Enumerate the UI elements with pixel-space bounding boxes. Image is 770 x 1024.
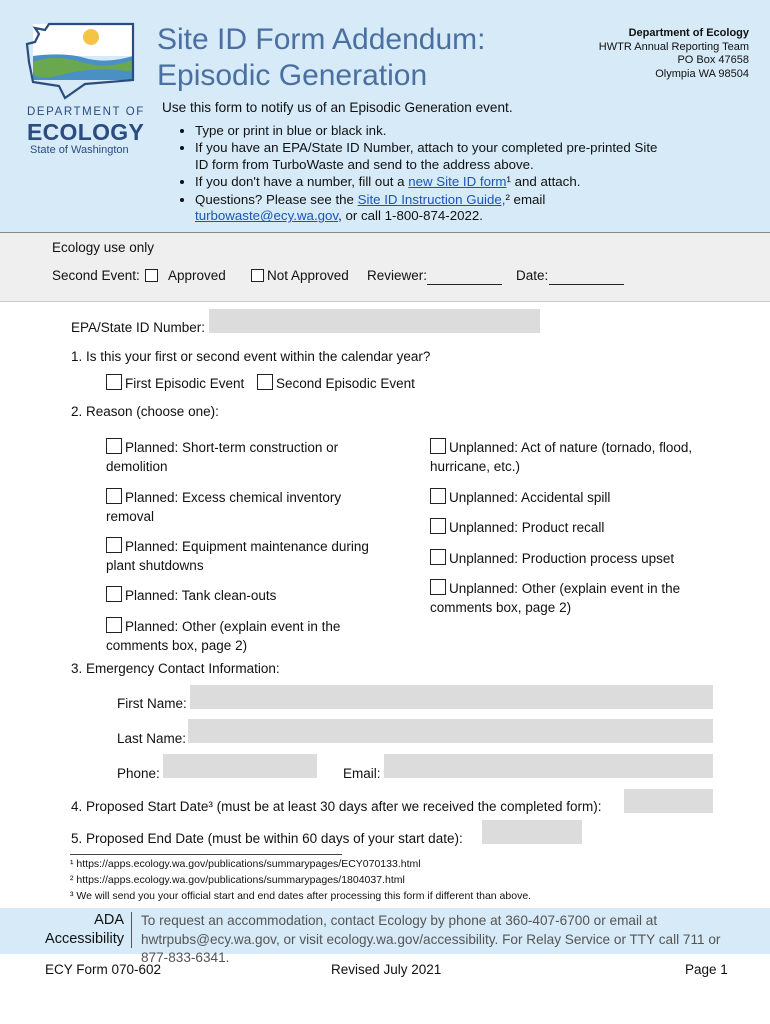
approved-label: Approved [168,268,226,283]
footnote-3: ³ We will send you your official start and end dates after processing this form if different than above. [70,890,532,902]
footnote-2: ² https://apps.ecology.wa.gov/publications/summarypages/1804037.html [70,874,405,886]
instruction-item: • If you have an EPA/State ID Number, attach to your completed pre-printed Site ID form from TurboWaste and send to the address above. [195,140,665,174]
title-line-2: Episodic Generation [157,59,428,92]
date-label: Date: [516,268,549,283]
reason-option: Planned: Equipment maintenance during plant shutdowns [106,539,369,573]
reason-checkbox[interactable] [430,438,446,454]
reason-option: Planned: Short-term construction or demolition [106,440,339,474]
reason-option: Unplanned: Act of nature (tornado, flood, hurricane, etc.) [430,440,693,474]
reason-checkbox[interactable] [106,537,122,553]
ecology-logo-icon [25,22,137,100]
footnote-divider [70,854,342,855]
reason-option: Planned: Other (explain event in the comments box, page 2) [106,619,341,653]
email-label: Email: [343,766,381,781]
intro-text: Use this form to notify us of an Episodic Generation event. [162,100,513,115]
new-site-id-form-link[interactable]: new Site ID form [408,174,507,190]
epa-id-label: EPA/State ID Number: [71,320,206,335]
first-event-checkbox[interactable] [106,374,122,390]
reason-checkbox[interactable] [106,586,122,602]
reason-checkbox[interactable] [430,579,446,595]
logo-state-text: State of Washington [30,144,129,156]
question-3: 3. Emergency Contact Information: [71,661,280,676]
first-name-input[interactable] [190,685,713,709]
footnote-1: ¹ https://apps.ecology.wa.gov/publications/summarypages/ECY070133.html [70,858,421,870]
reason-option: Unplanned: Accidental spill [430,488,720,508]
date-line[interactable] [549,272,624,285]
question-2: 2. Reason (choose one): [71,404,219,419]
reviewer-label: Reviewer: [367,268,428,283]
ada-text: To request an accommodation, contact Ecology by phone at 360-407-6700 or email at hwtrpubs@ecy.wa.gov, or visit ecology.wa.gov/accessibility. For Relay Service or TTY call 711 or 877-833-6341. [141,913,721,965]
ada-divider [131,912,132,948]
form-number: ECY Form 070-602 [45,962,162,977]
reason-checkbox[interactable] [106,488,122,504]
reason-option: Unplanned: Production process upset [430,549,720,569]
epa-id-input[interactable] [209,309,540,333]
agency-team: HWTR Annual Reporting Team [598,40,749,53]
second-event-checkbox[interactable] [257,374,273,390]
instruction-item: • If you don't have a number, fill out a new Site ID form¹ and attach. [195,174,665,191]
reason-checkbox[interactable] [106,438,122,454]
agency-name: Department of Ecology [628,27,749,39]
turbowaste-email-link[interactable]: turbowaste@ecy.wa.gov [195,208,339,224]
ada-label [40,911,124,948]
end-date-input[interactable] [482,820,582,844]
first-event-option: First Episodic Event [106,374,244,394]
page-title [157,22,577,94]
site-id-guide-link[interactable]: Site ID Instruction Guide, [357,191,506,207]
phone-label: Phone: [117,766,160,781]
agency-po-box: PO Box 47658 [677,54,749,67]
logo-ecology-text: ECOLOGY [27,119,145,145]
ada-label-line-1: ADA [94,912,124,928]
reason-checkbox[interactable] [430,549,446,565]
reason-checkbox[interactable] [430,518,446,534]
start-date-input[interactable] [624,789,713,813]
last-name-input[interactable] [188,719,713,743]
revision-date: Revised July 2021 [331,962,442,977]
page-number: Page 1 [685,962,728,977]
agency-address [599,27,749,81]
not-approved-label: Not Approved [267,268,349,283]
second-event-label: Second Event: [52,268,140,283]
instruction-item: • Questions? Please see the Site ID Instruction Guide,² email turbowaste@ecy.wa.gov, or call 1-800-874-2022. [195,192,665,226]
reviewer-line[interactable] [427,272,502,285]
not-approved-checkbox[interactable] [251,269,264,282]
reason-checkbox[interactable] [430,488,446,504]
reason-option: Planned: Tank clean-outs [106,586,376,606]
reason-option: Unplanned: Other (explain event in the comments box, page 2) [430,581,681,615]
reason-option: Planned: Excess chemical inventory removal [106,490,342,524]
first-name-label: First Name: [117,696,187,711]
instruction-list [175,123,665,226]
ada-label-line-2: Accessibility [45,930,124,947]
title-line-1: Site ID Form Addendum: [157,23,486,56]
reason-checkbox[interactable] [106,617,122,633]
instruction-item: • Type or print in blue or black ink. [195,123,665,140]
approved-checkbox[interactable] [145,269,158,282]
question-4: 4. Proposed Start Date³ (must be at least 30 days after we received the completed form): [71,799,602,814]
reason-option: Unplanned: Product recall [430,518,720,538]
phone-input[interactable] [163,754,317,778]
second-event-option: Second Episodic Event [257,374,415,394]
logo-department-text: DEPARTMENT OF [27,106,145,118]
ecology-use-title: Ecology use only [52,240,155,255]
last-name-label: Last Name: [117,731,187,746]
agency-city: Olympia WA 98504 [655,67,749,80]
question-1: 1. Is this your first or second event within the calendar year? [71,349,431,364]
question-5: 5. Proposed End Date (must be within 60 days of your start date): [71,831,463,846]
email-input[interactable] [384,754,713,778]
